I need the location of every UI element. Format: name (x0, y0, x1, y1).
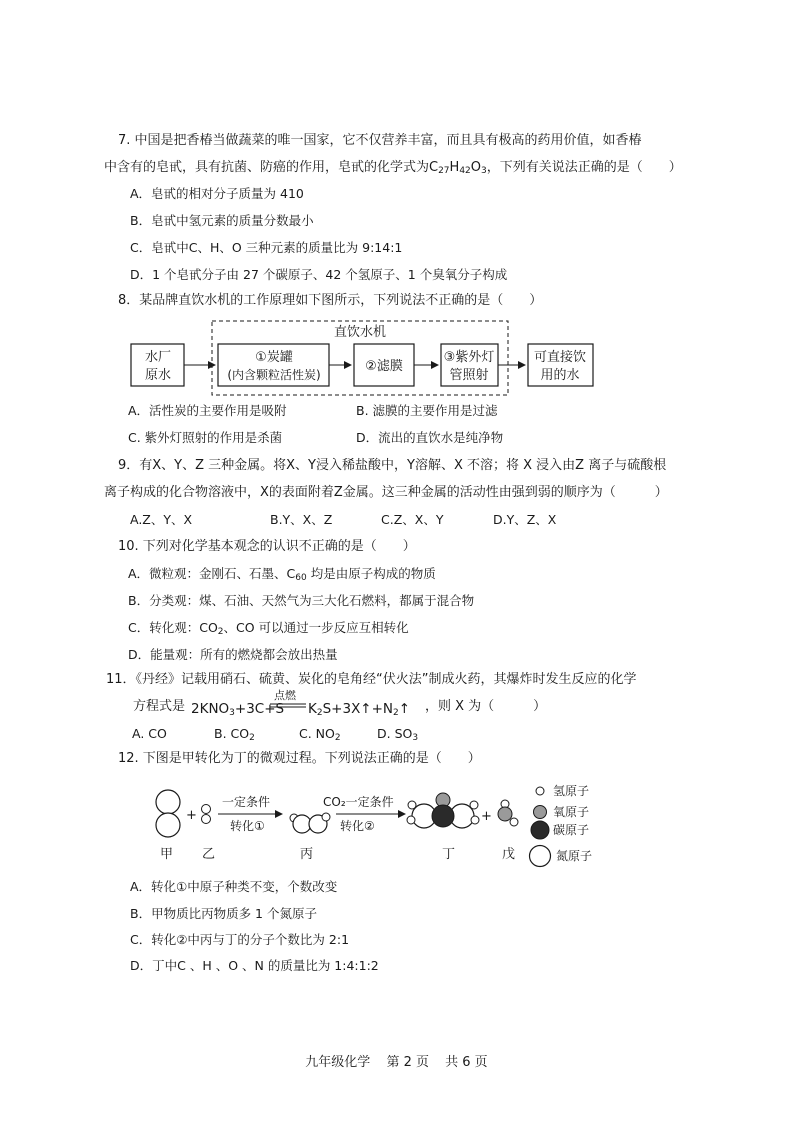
q10-option-b: B．分类观：煤、石油、天然气为三大化石燃料，都属于混合物 (128, 593, 475, 608)
ding-hydrogen-atom-1 (408, 801, 416, 809)
ding-hydrogen-atom-4 (471, 816, 479, 824)
membrane-label: ②滤膜 (365, 359, 403, 374)
bing-nitrogen-atom-1 (293, 815, 311, 833)
q11-equation-left: $2KNO_3+3C+S$ (191, 701, 285, 718)
label-bing: 丙 (300, 847, 314, 862)
q11-option-d: D. $SO_3$ (377, 726, 419, 743)
q9-option-a: A.Z、Y、X (130, 512, 193, 527)
uv-lamp-label-1: ③紫外灯 (443, 350, 495, 365)
bing-hydrogen-atom-2 (322, 813, 330, 821)
q12-option-c: C．转化②中丙与丁的分子个数比为 2:1 (130, 932, 350, 947)
raw-water-label-1: 水厂 (145, 350, 172, 365)
q12-option-b: B．甲物质比丙物质多 1 个氮原子 (130, 906, 317, 921)
q11-stem-line-1: 11．《丹经》记载用硝石、硫黄、炭化的皂角经“伏火法”制成火药，其爆炸时发生反应的化学 (106, 672, 637, 687)
water-purifier-flow-diagram (0, 318, 793, 398)
footer-total-pages: 共 6 页 (445, 1055, 488, 1070)
legend-carbon-label: 碳原子 (553, 823, 590, 837)
molecular-transformation-diagram (0, 780, 793, 885)
q9-stem-line-2: 离子构成的化合物溶液中，X的表面附着Z金属。这三种金属的活动性由强到弱的顺序为（ ） (104, 485, 668, 500)
q12-stem: 12. 下图是甲转化为丁的微观过程。下列说法正确的是（ ） (118, 751, 481, 766)
footer-subject: 九年级化学 (305, 1055, 371, 1070)
legend-hydrogen-icon (536, 787, 544, 795)
q9-stem-line-1: 9．有X、Y、Z 三种金属。将X、Y浸入稀盐酸中，Y溶解、X 不溶；将 X 浸入由Z 离子与硫酸根 (118, 458, 667, 473)
q7-stem-line-2: 中含有的皂甙，具有抗菌、防癌的作用，皂甙的化学式为$C_{27}H_{42}O_3$，下列有关说法正确的是（ ） (104, 160, 682, 176)
q7-option-d: D．1 个皂甙分子由 27 个碳原子、42 个氢原子、1 个臭氧分子构成 (130, 267, 508, 282)
page-footer (0, 1055, 793, 1071)
q11-equation-right: $K_2S+3X↑+N_2↑$ (308, 701, 411, 718)
ding-hydrogen-atom-3 (470, 801, 478, 809)
legend-oxygen-icon (534, 806, 547, 819)
footer-page-number: 第 2 页 (386, 1055, 429, 1070)
q8-option-b: B. 滤膜的主要作用是过滤 (356, 403, 498, 418)
q11-option-c: C. $NO_2$ (299, 726, 341, 743)
q9-option-d: D.Y、Z、X (493, 512, 557, 527)
drinking-water-label-2: 用的水 (540, 368, 580, 383)
q11-reaction-condition: 点燃 (274, 689, 296, 702)
label-yi: 乙 (202, 847, 216, 862)
drinking-water-label-1: 可直接饮 (533, 350, 587, 365)
q8-stem: 8．某品牌直饮水机的工作原理如下图所示，下列说法不正确的是（ ） (118, 293, 543, 308)
ding-carbon-atom (432, 805, 454, 827)
wu-oxygen-atom (498, 807, 512, 821)
q7-stem-line-1: 7. 中国是把香椿当做蔬菜的唯一国家，它不仅营养丰富，而且具有极高的药用价值，如香椿 (118, 133, 642, 148)
label-wu: 戊 (502, 847, 516, 862)
wu-hydrogen-atom-2 (510, 818, 518, 826)
jia-nitrogen-atom-bottom (156, 813, 180, 837)
q7-option-c: C．皂甙中C、H、O 三种元素的质量比为 9:14:1 (130, 240, 403, 255)
raw-water-label-2: 原水 (145, 368, 172, 383)
q10-option-c: C．转化观：$CO_2$、CO 可以通过一步反应互相转化 (128, 620, 409, 637)
q7-option-b: B．皂甙中氢元素的质量分数最小 (130, 213, 314, 228)
q7-option-a: A．皂甙的相对分子质量为 410 (130, 186, 304, 201)
q8-option-d: D．流出的直饮水是纯净物 (356, 430, 504, 445)
carbon-tank-label-2: (内含颗粒活性炭) (227, 368, 321, 382)
q9-option-b: B.Y、X、Z (270, 512, 333, 527)
conversion-1-label: 转化① (230, 819, 265, 833)
plus-sign-2: + (481, 809, 492, 824)
jia-nitrogen-atom-top (156, 790, 180, 814)
yi-hydrogen-atom-bottom (202, 815, 211, 824)
conversion-2-condition: CO₂一定条件 (323, 795, 394, 809)
q11-equation-tail: ，则 X 为（ ） (425, 699, 547, 714)
q10-option-a: A．微粒观：金刚石、石墨、$C_{60}$ 均是由原子构成的物质 (128, 566, 436, 583)
uv-lamp-label-2: 管照射 (449, 368, 489, 383)
q11-equation-lead: 方程式是 (133, 699, 186, 714)
q11-option-a: A. CO (132, 726, 167, 741)
legend-carbon-icon (531, 821, 549, 839)
legend-nitrogen-icon (530, 846, 551, 867)
yi-hydrogen-atom-top (202, 805, 211, 814)
q11-equals-sign (270, 703, 306, 709)
conversion-1-condition: 一定条件 (222, 795, 271, 809)
legend-hydrogen-label: 氢原子 (553, 784, 590, 798)
q8-option-c: C. 紫外灯照射的作用是杀菌 (128, 430, 283, 445)
purifier-title: 直饮水机 (333, 325, 387, 340)
plus-sign-1: + (186, 808, 197, 823)
ding-hydrogen-atom-2 (407, 816, 415, 824)
label-ding: 丁 (442, 847, 456, 862)
q10-stem: 10. 下列对化学基本观念的认识不正确的是（ ） (118, 539, 416, 554)
q10-option-d: D．能量观：所有的燃烧都会放出热量 (128, 647, 338, 662)
q12-option-d: D．丁中C 、H 、O 、N 的质量比为 1:4:1:2 (130, 958, 379, 973)
legend-nitrogen-label: 氮原子 (556, 849, 593, 863)
q8-option-a: A．活性炭的主要作用是吸附 (128, 403, 287, 418)
q9-option-c: C.Z、X、Y (381, 512, 444, 527)
conversion-2-label: 转化② (340, 819, 375, 833)
carbon-tank-label-1: ①炭罐 (255, 350, 293, 365)
legend-oxygen-label: 氧原子 (553, 805, 590, 819)
label-jia: 甲 (160, 847, 174, 862)
q11-option-b: B. $CO_2$ (214, 726, 255, 743)
q12-option-a: A．转化①中原子种类不变，个数改变 (130, 879, 338, 894)
